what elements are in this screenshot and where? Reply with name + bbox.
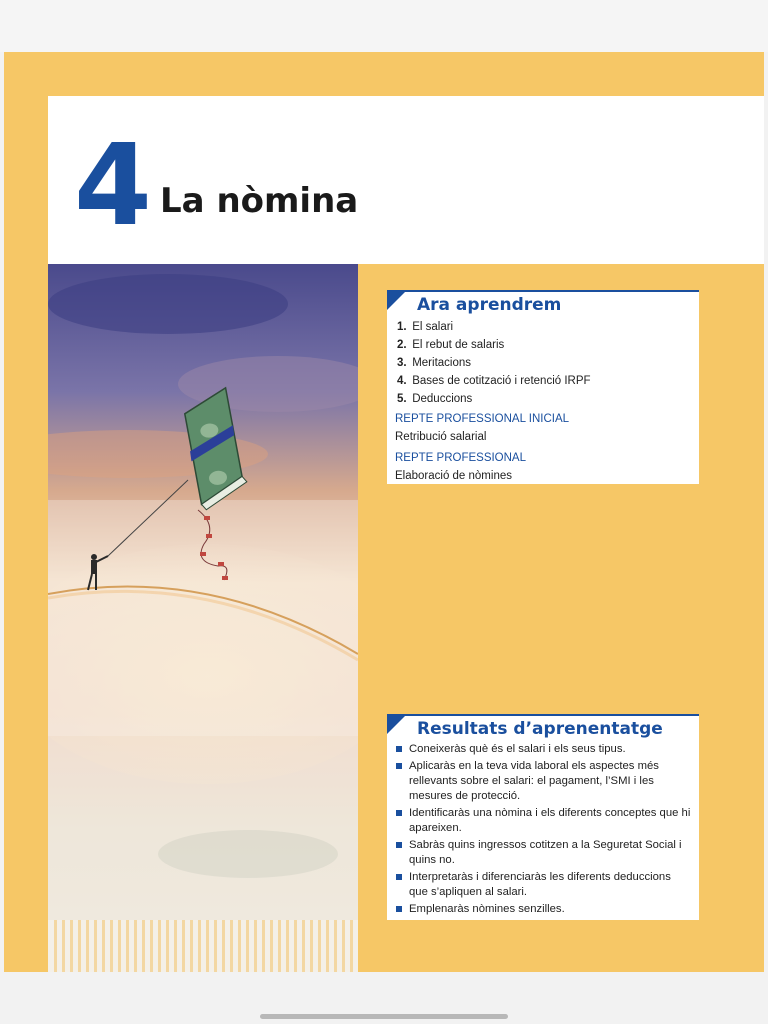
ara-aprendrem-heading <box>387 292 699 318</box>
square-bullet-icon <box>396 763 402 769</box>
resultats-box <box>387 714 699 920</box>
ara-aprendrem-box <box>387 290 699 484</box>
top-bar <box>0 0 768 52</box>
list-item: 2. El rebut de salaris <box>397 339 505 351</box>
square-bullet-icon <box>396 842 402 848</box>
list-item: 4. Bases de cotització i retenció IRPF <box>397 375 591 387</box>
list-item: 3. Meritacions <box>397 357 472 369</box>
list-item: Sabràs quins ingressos cotitzen a la Seguretat Social i quins no. <box>396 838 691 868</box>
repte-inicial-heading: REPTE PROFESSIONAL INICIAL <box>395 413 570 425</box>
repte-inicial-text: Retribució salarial <box>395 431 487 443</box>
square-bullet-icon <box>396 906 402 912</box>
list-item: Aplicaràs en la teva vida laboral els aspectes més rellevants sobre el salari: el pagament, l’SMI i les mesures de protecció. <box>396 759 691 804</box>
square-bullet-icon <box>396 746 402 752</box>
chapter-number: 4 <box>74 121 148 251</box>
corner-triangle-icon <box>387 290 407 310</box>
square-bullet-icon <box>396 810 402 816</box>
home-indicator[interactable] <box>260 1014 508 1019</box>
chapter-title: La nòmina <box>160 181 359 221</box>
kite-banknote-illustration <box>48 264 358 972</box>
corner-triangle-icon <box>387 714 407 734</box>
title-band <box>48 96 764 264</box>
topics-list <box>387 318 699 408</box>
list-item: 1. El salari <box>397 321 454 333</box>
resultats-heading-text: Resultats d’aprenentatge <box>417 719 663 739</box>
square-bullet-icon <box>396 874 402 880</box>
repte-text: Elaboració de nòmines <box>395 470 512 482</box>
list-item: Coneixeràs què és el salari i els seus tipus. <box>396 742 691 757</box>
resultats-heading <box>387 716 699 742</box>
ara-aprendrem-heading-text: Ara aprendrem <box>417 295 562 315</box>
list-item: Emplenaràs nòmines senzilles. <box>396 902 691 917</box>
outcomes-list <box>387 742 699 917</box>
list-item: 5. Deduccions <box>397 393 473 405</box>
repte-heading: REPTE PROFESSIONAL <box>395 452 527 464</box>
list-item: Interpretaràs i diferenciaràs les diferents deduccions que s’apliquen al salari. <box>396 870 691 900</box>
list-item: Identificaràs una nòmina i els diferents conceptes que hi apareixen. <box>396 806 691 836</box>
